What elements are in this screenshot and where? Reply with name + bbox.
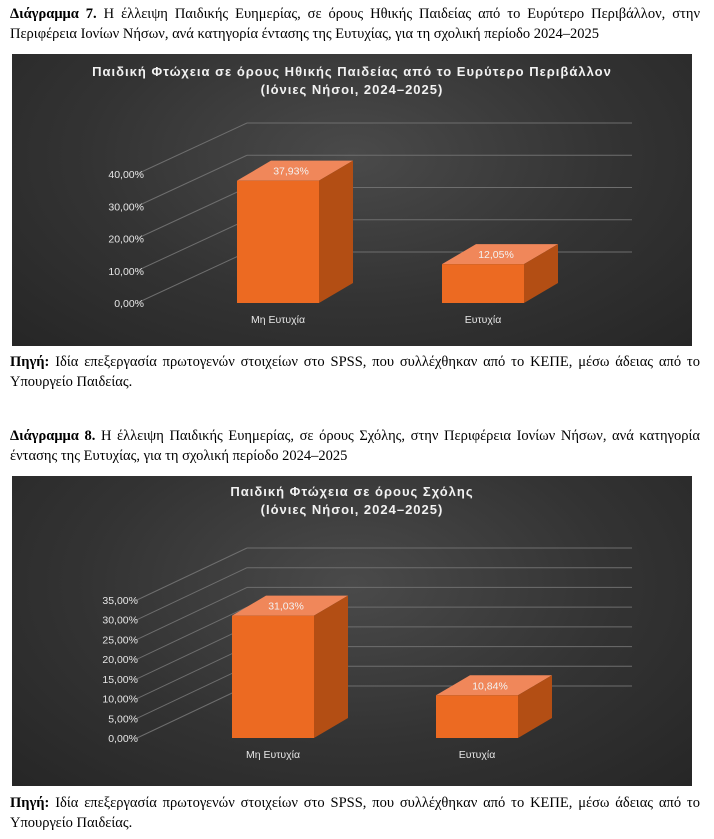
y-tick-label: 10,00% xyxy=(108,265,144,278)
chart-1 xyxy=(12,54,692,346)
y-tick-label: 15,00% xyxy=(102,673,138,686)
figure-caption-text: Η έλλειψη Παιδικής Ευημερίας, σε όρους Ηθικής Παιδείας από το Ευρύτερο Περιβάλλον, στην Περιφέρεια Ιονίων Νήσων, ανά κατηγορία έντασης της Ευτυχίας, για τη σχολική περίοδο 2024–2025 xyxy=(10,6,700,42)
chart-2 xyxy=(12,476,692,786)
gridline-depth xyxy=(137,123,247,174)
gridline-depth xyxy=(137,647,247,699)
chart-title: Παιδική Φτώχεια σε όρους Ηθικής Παιδείας από το Ευρύτερο Περιβάλλον xyxy=(92,64,612,79)
chart-1-svg xyxy=(12,54,692,346)
chart-title: Παιδική Φτώχεια σε όρους Σχόλης xyxy=(230,484,474,499)
gridline-depth xyxy=(137,686,247,738)
gridline-depth xyxy=(137,666,247,718)
y-tick-label: 30,00% xyxy=(108,201,144,214)
y-tick-label: 40,00% xyxy=(108,169,144,181)
gridline-depth xyxy=(137,627,247,679)
gridline-depth xyxy=(137,220,247,271)
gridline-depth xyxy=(137,252,247,303)
gridline-depth xyxy=(137,548,247,600)
bar xyxy=(442,264,524,303)
y-tick-label: 35,00% xyxy=(102,595,138,607)
figure-caption-7 xyxy=(10,4,700,44)
y-tick-label: 0,00% xyxy=(108,733,138,745)
chart-2-svg xyxy=(12,476,692,786)
y-tick-label: 10,00% xyxy=(102,693,138,706)
y-tick-label: 0,00% xyxy=(114,298,144,310)
data-label: 31,03% xyxy=(268,600,304,613)
bar xyxy=(232,616,314,738)
y-tick-label: 30,00% xyxy=(102,614,138,627)
data-label: 10,84% xyxy=(472,680,508,693)
y-tick-label: 25,00% xyxy=(102,634,138,647)
figure-label: Διάγραμμα 8. xyxy=(10,428,96,444)
y-tick-label: 5,00% xyxy=(108,713,138,726)
x-category-label: Μη Ευτυχία xyxy=(245,749,301,761)
y-tick-label: 20,00% xyxy=(108,233,144,246)
chart-title: (Ιόνιες Νήσοι, 2024–2025) xyxy=(260,502,444,517)
source-label: Πηγή: xyxy=(10,795,50,811)
bar xyxy=(436,695,518,738)
figure-caption-text: Η έλλειψη Παιδικής Ευημερίας, σε όρους Σχόλης, στην Περιφέρεια Ιονίων Νήσων, ανά κατηγορία έντασης της Ευτυχίας, για τη σχολική περίοδο 2024–2025 xyxy=(10,428,700,464)
data-label: 12,05% xyxy=(478,249,514,262)
bar-side xyxy=(319,161,353,303)
x-category-label: Ευτυχία xyxy=(458,749,496,761)
y-tick-label: 20,00% xyxy=(102,654,138,667)
source-note-1 xyxy=(10,352,700,392)
figure-label: Διάγραμμα 7. xyxy=(10,6,97,22)
chart-title: (Ιόνιες Νήσοι, 2024–2025) xyxy=(260,82,444,97)
gridline-depth xyxy=(137,155,247,206)
data-label: 37,93% xyxy=(273,165,309,178)
x-category-label: Ευτυχία xyxy=(464,314,502,326)
x-category-label: Μη Ευτυχία xyxy=(250,314,306,326)
gridline-depth xyxy=(137,607,247,659)
gridline-depth xyxy=(137,568,247,620)
source-label: Πηγή: xyxy=(10,354,50,370)
bar-side xyxy=(314,596,348,738)
gridline-depth xyxy=(137,188,247,239)
figure-caption-8 xyxy=(10,426,700,466)
gridline-depth xyxy=(137,587,247,639)
source-text: Ιδία επεξεργασία πρωτογενών στοιχείων στο SPSS, που συλλέχθηκαν από το ΚΕΠΕ, μέσω άδειας από το Υπουργείο Παιδείας. xyxy=(10,354,700,390)
source-note-2 xyxy=(10,793,700,833)
source-text: Ιδία επεξεργασία πρωτογενών στοιχείων στο SPSS, που συλλέχθηκαν από το ΚΕΠΕ, μέσω άδειας από το Υπουργείο Παιδείας. xyxy=(10,795,700,831)
bar xyxy=(237,181,319,303)
